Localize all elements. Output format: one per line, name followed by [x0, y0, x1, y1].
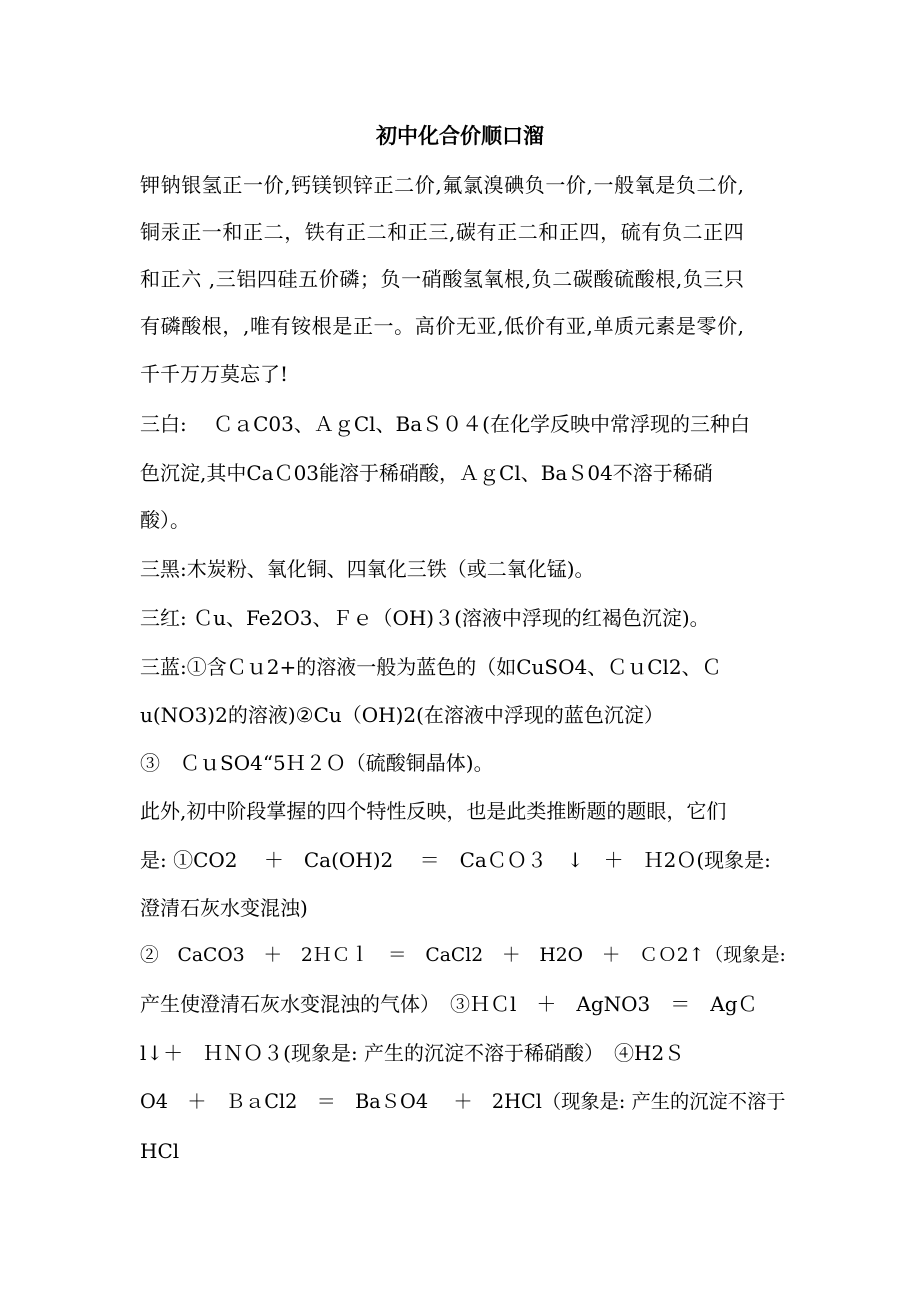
text-line-12: u(NO3)2的溶液)②Cu（OH)2(在溶液中浮现的蓝色沉淀） — [140, 703, 664, 727]
text-line-5: 千千万万莫忘了! — [140, 362, 289, 386]
text-line-2: 铜汞正一和正二，铁有正二和正三,碳有正二和正四，硫有负二正四 — [140, 220, 745, 244]
text-line-15: 是: ①CO2 ＋ Ca(OH)2 ＝ CaＣＯ３ ↓ ＋ Ｈ2Ｏ(现象是: — [140, 848, 771, 872]
text-line-3: 和正六 ,三铝四硅五价磷；负一硝酸氢氧根,负二碳酸硫酸根,负三只 — [140, 267, 745, 291]
text-line-11: 三蓝:①含Ｃｕ2+的溶液一般为蓝色的（如CuSO4、ＣｕCl2、Ｃ — [140, 655, 722, 679]
text-line-20: O4 ＋ ＢａCl2 ＝ BaＳO4 ＋ 2HCl（现象是: 产生的沉淀不溶于 — [140, 1090, 786, 1113]
text-line-7: 色沉淀,其中CaＣ03能溶于稀硝酸，ＡｇCl、BaＳ04不溶于稀硝 — [140, 461, 713, 485]
text-line-19: l↓＋ ＨＮＯ３(现象是: 产生的沉淀不溶于稀硝酸） ④H2Ｓ — [140, 1041, 685, 1065]
text-line-10: 三红: Ｃu、Fe2O3、Ｆｅ（OH)３(溶液中浮现的红褐色沉淀)。 — [140, 606, 710, 630]
text-line-4: 有磷酸根，,唯有铵根是正一。高价无亚,低价有亚,单质元素是零价, — [140, 314, 745, 338]
text-line-21: HCl — [140, 1139, 180, 1163]
text-line-8: 酸）。 — [140, 508, 190, 532]
text-line-9: 三黑:木炭粉、氧化铜、四氧化三铁（或二氧化锰)。 — [140, 557, 595, 581]
text-line-1: 钾钠银氢正一价,钙镁钡锌正二价,氟氯溴碘负一价,一般氧是负二价, — [140, 173, 745, 197]
text-line-17: ② CaCO3 ＋ 2ＨＣｌ ＝ CaCl2 ＋ H2O ＋ ＣＯ2↑（现象是: — [140, 945, 786, 966]
text-line-6: 三白: ＣａC03、ＡｇCl、BaＳ０４(在化学反映中常浮现的三种白 — [140, 412, 750, 436]
text-line-14: 此外,初中阶段掌握的四个特性反映，也是此类推断题的题眼，它们 — [140, 799, 727, 823]
text-line-18: 产生使澄清石灰水变混浊的气体） ③ＨＣl ＋ AgNO3 ＝ AgＣ — [140, 992, 758, 1016]
text-line-13: ③ ＣｕSO4“5Ｈ２Ｏ（硫酸铜晶体)。 — [140, 751, 494, 775]
document-title: 初中化合价顺口溜 — [376, 123, 544, 148]
text-line-16: 澄清石灰水变混浊) — [140, 896, 308, 920]
